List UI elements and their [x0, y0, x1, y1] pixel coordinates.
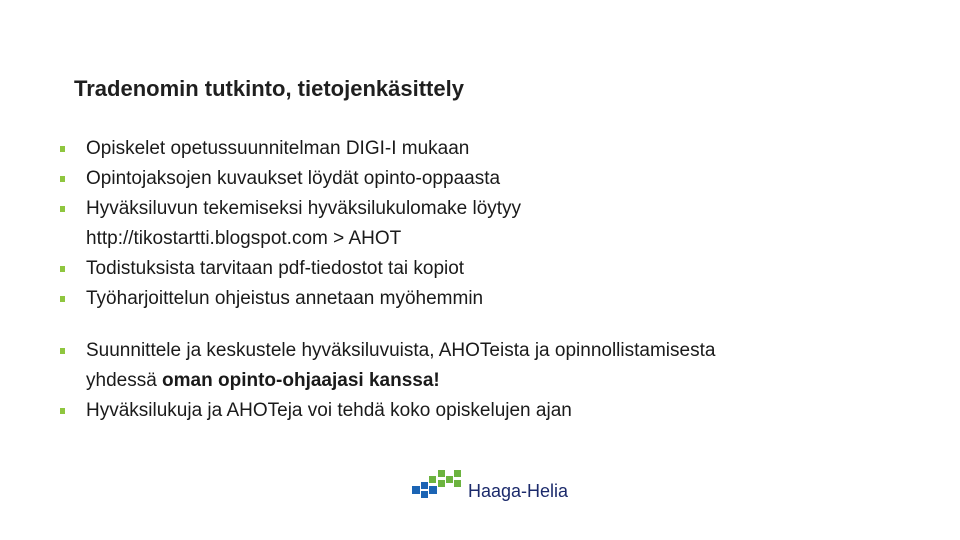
bullet-item	[58, 284, 938, 314]
bullet-item	[58, 336, 938, 396]
bullet-list-secondary	[58, 336, 938, 426]
bullet-text: Todistuksista tarvitaan pdf-tiedostot tai kopiot	[86, 258, 465, 279]
logo-text: Haaga-Helia	[468, 481, 569, 501]
bullet-text: Työharjoittelun ohjeistus annetaan myöhemmin	[86, 288, 484, 309]
bullet-text: Hyväksiluvun tekemiseksi hyväksilukulomake löytyy	[86, 198, 522, 219]
bullet-text-emphasis: oman opinto-ohjaajasi kanssa!	[162, 370, 440, 391]
recognition-link-text: http://tikostartti.blogspot.com > AHOT	[86, 228, 402, 249]
bullet-item	[58, 254, 938, 284]
bullet-text-continued: yhdessä	[86, 370, 163, 391]
haaga-helia-logo-icon	[412, 466, 462, 500]
slide-title: Tradenomin tutkinto, tietojenkäsittely	[74, 76, 464, 101]
bullet-marker-icon	[60, 348, 65, 354]
bullet-marker-icon	[60, 408, 65, 414]
haaga-helia-logo	[412, 466, 568, 500]
bullet-marker-icon	[60, 266, 65, 272]
bullet-list-primary	[58, 134, 938, 314]
bullet-marker-icon	[60, 296, 65, 302]
bullet-marker-icon	[60, 176, 65, 182]
bullet-item	[58, 164, 938, 194]
bullet-item	[58, 194, 938, 254]
bullet-text: Hyväksilukuja ja AHOTeja voi tehdä koko opiskelujen ajan	[86, 400, 572, 421]
bullet-marker-icon	[60, 206, 65, 212]
bullet-text: Suunnittele ja keskustele hyväksiluvuista, AHOTeista ja opinnollistamisesta	[86, 340, 716, 361]
bullet-text: Opiskelet opetussuunnitelman DIGI-I mukaan	[86, 138, 470, 159]
bullet-text: Opintojaksojen kuvaukset löydät opinto-oppaasta	[86, 168, 501, 189]
bullet-item	[58, 396, 938, 426]
bullet-marker-icon	[60, 146, 65, 152]
bullet-item	[58, 134, 938, 164]
